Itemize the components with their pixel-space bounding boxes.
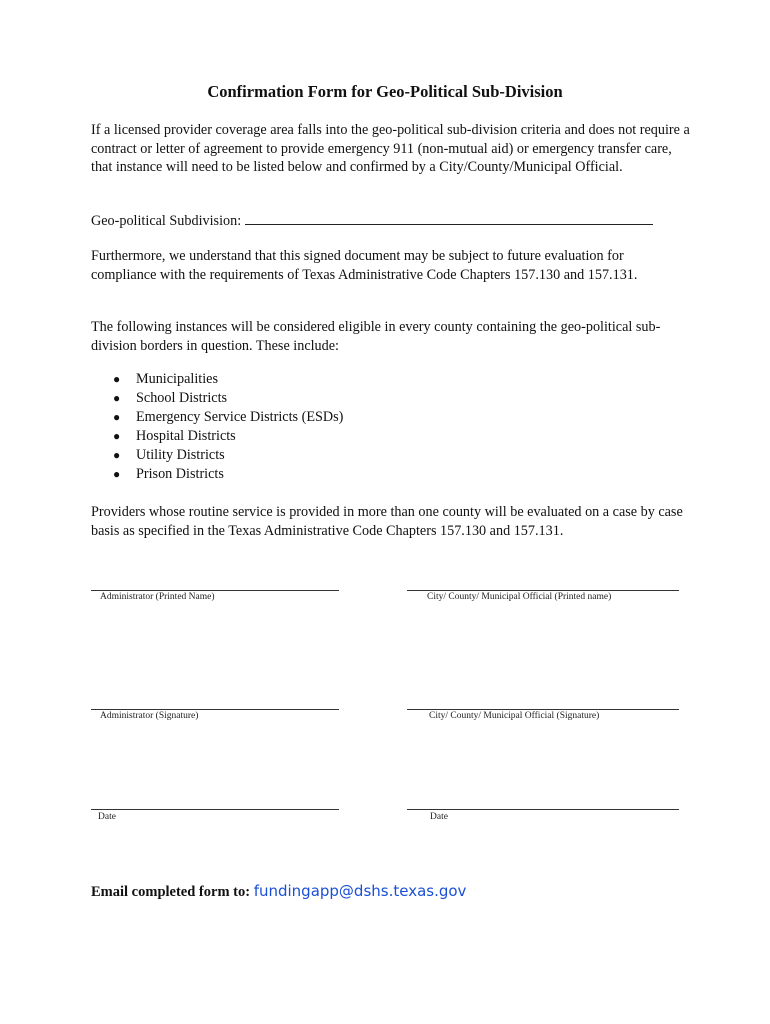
official-date-label: Date: [430, 812, 448, 822]
official-signature-label: City/ County/ Municipal Official (Signature): [429, 711, 600, 721]
admin-date-line[interactable]: [91, 809, 339, 810]
bullet-icon: ●: [113, 391, 121, 405]
eligible-intro-paragraph: The following instances will be considered eligible in every county containing the geo-political sub-division borders in question. These include:: [91, 319, 661, 354]
list-item: ● Emergency Service Districts (ESDs): [113, 409, 344, 425]
admin-date-label: Date: [98, 812, 116, 822]
providers-note-paragraph: Providers whose routine service is provided in more than one county will be evaluated on a case by case basis as specified in the Texas Administrative Code Chapters 157.130 and 157.131.: [91, 504, 683, 539]
bullet-icon: ●: [113, 467, 121, 481]
page-title: Confirmation Form for Geo-Political Sub-Division: [207, 82, 563, 101]
intro-paragraph: If a licensed provider coverage area falls into the geo-political sub-division criteria and does not require a contract or letter of agreement to provide emergency 911 (non-mutual aid) or emergency transfer care, that instance will need to be listed below and confirmed by a City/County/Municipal Official.: [91, 122, 690, 175]
list-item: ● Utility Districts: [113, 447, 225, 463]
bullet-icon: ●: [113, 372, 121, 386]
email-label: Email completed form to:: [91, 884, 251, 900]
admin-printed-name-label: Administrator (Printed Name): [100, 592, 215, 602]
official-signature-line[interactable]: [407, 709, 679, 710]
admin-signature-line[interactable]: [91, 709, 339, 710]
list-item: ● School Districts: [113, 390, 228, 406]
official-printed-name-label: City/ County/ Municipal Official (Printed name): [427, 592, 612, 602]
official-printed-name-line[interactable]: [407, 590, 679, 591]
list-item: ● Prison Districts: [113, 466, 224, 482]
subdivision-label: Geo-political Subdivision:: [91, 213, 242, 229]
admin-signature-label: Administrator (Signature): [100, 711, 199, 721]
furthermore-paragraph: Furthermore, we understand that this signed document may be subject to future evaluation for compliance with the requirements of Texas Administrative Code Chapters 157.130 and 157.131.: [91, 248, 638, 283]
list-item: ● Municipalities: [113, 371, 218, 387]
email-link[interactable]: fundingapp@dshs.texas.gov: [253, 882, 467, 900]
official-date-line[interactable]: [407, 809, 679, 810]
bullet-icon: ●: [113, 410, 121, 424]
bullet-icon: ●: [113, 429, 121, 443]
email-instruction: [91, 882, 466, 901]
bullet-icon: ●: [113, 448, 121, 462]
subdivision-field: [91, 211, 691, 231]
subdivision-input-line[interactable]: [245, 211, 653, 225]
admin-printed-name-line[interactable]: [91, 590, 339, 591]
instances-list: [91, 370, 343, 484]
list-item: ● Hospital Districts: [113, 428, 236, 444]
